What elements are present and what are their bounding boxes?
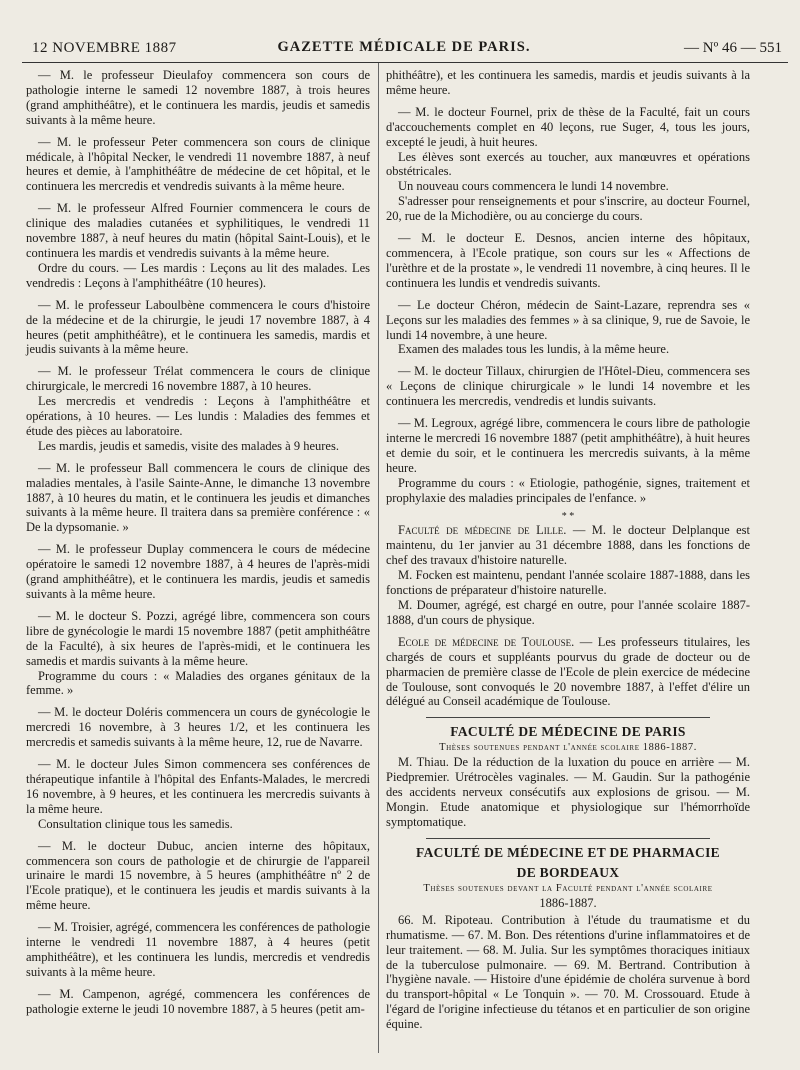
notice-fournel-2: Les élèves sont exercés au toucher, aux manœuvres et opérations obstétricales. <box>386 149 750 179</box>
section-rule <box>426 717 710 718</box>
toulouse-label: Ecole de médecine de Toulouse. <box>398 634 575 649</box>
section-rule <box>426 838 710 839</box>
bordeaux-section-title: FACULTÉ DE MÉDECINE ET DE PHARMACIE <box>416 844 720 860</box>
lille-label: Faculté de médecine de Lille. <box>398 523 567 538</box>
left-column <box>26 68 370 1024</box>
notice-duplay: — M. le professeur Duplay commencera le cours de médecine opératoire le samedi 12 novembre 1887, à 4 heures de l'après-midi (grand amphithéâtre), et le continuera les mardis, jeudis et samedis suivants à la même heure. <box>26 542 370 601</box>
notice-fournier-order: Ordre du cours. — Les mardis : Leçons au lit des malades. Les vendredis : Leçons à l'amphithéâtre (10 heures). <box>26 260 370 290</box>
notice-doleris: — M. le docteur Doléris commencera un cours de gynécologie le mercredi 16 novembre, à 3 heures 1/2, et les continuera les mercredis et samedis suivants à la même heure, 12, rue de Navarre. <box>26 705 370 750</box>
bordeaux-theses: 66. M. Ripoteau. Contribution à l'étude du traumatisme et du rhumatisme. — 67. M. Bon. Des rétentions d'urine inflammatoires et de leur traitement. — 68. M. Julia. Sur les symptômes thoraciques initiaux de la tuberculose pulmonaire. — 69. M. Bertrand. Contribution à l'hygiène navale. — Histoire d'une épidémie de choléra survenue à bord du transport-hôpital « Le Tonquin ». — 70. M. Crossouard. Etude à l'égard de l'origine infectieuse du tétanos et en particulier de son origine équine. <box>386 912 750 1032</box>
page-header <box>22 38 786 62</box>
notice-fournel: — M. le docteur Fournel, prix de thèse de la Faculté, fait un cours d'accouchements complet en 40 leçons, rue Suger, 4, tous les jours, excepté le jeudi, à huit heures. <box>386 104 750 149</box>
notice-trelat: — M. le professeur Trélat commencera le cours de clinique chirurgicale, le mercredi 16 novembre 1887, à 10 heures. <box>26 364 370 394</box>
paris-section-title: FACULTÉ DE MÉDECINE DE PARIS <box>450 724 686 740</box>
notice-fournier: — M. le professeur Alfred Fournier commencera le cours de clinique des maladies cutanées et syphilitiques, le vendredi 11 novembre 1887, à neuf heures du matin (hôpital Saint-Louis), et le continuera les mardis et vendredis suivants à la même heure. <box>26 201 370 260</box>
notice-legroux: — M. Legroux, agrégé libre, commencera le cours libre de pathologie interne le mercredi 16 novembre 1887 (petit amphithéâtre), à huit heures et demie du soir, et le continuera les mercredis suivants, à la même heure. <box>386 416 750 475</box>
notice-cheron: — Le docteur Chéron, médecin de Saint-Lazare, reprendra ses « Leçons sur les maladies des femmes » à sa clinique, 9, rue de Savoie, le lundi 14 novembre, à une heure. <box>386 297 750 342</box>
section-stars: * * <box>561 511 575 523</box>
lille-text: — M. le docteur Delplanque est maintenu, du 1er janvier au 31 décembre 1888, dans les fonctions de chef des travaux d'histoire naturelle. <box>386 523 751 568</box>
bordeaux-section-year: 1886-1887. <box>539 895 597 910</box>
notice-pozzi: — M. le docteur S. Pozzi, agrégé libre, commencera son cours libre de gynécologie le mardi 15 novembre 1887 (petit amphithéâtre de la Faculté), à six heures de l'après-midi, et le continuera les samedis et mardis suivants à la même heure. <box>26 608 370 668</box>
notice-simon: — M. le docteur Jules Simon commencera ses conférences de thérapeutique infantile à l'hôpital des Enfants-Malades, le mercredi 16 novembre, à 9 heures, et les continuera les mercredis suivants à la même heure. <box>26 757 370 816</box>
notice-laboulbene: — M. le professeur Laboulbène commencera le cours d'histoire de la médecine et de la chirurgie, le jeudi 17 novembre 1887, à 4 heures (petit amphithéâtre), et le continuera les samedis, mardis et jeudis suivants à la même heure. <box>26 297 370 357</box>
notice-tillaux: — M. le docteur Tillaux, chirurgien de l'Hôtel-Dieu, commencera ses « Leçons de clinique chirurgicale » le lundi 14 novembre et les continuera les mercredis, vendredis et lundis suivants. <box>386 364 750 409</box>
journal-title: GAZETTE MÉDICALE DE PARIS. <box>277 39 531 55</box>
column-separator <box>378 63 379 1053</box>
notice-fournel-4: S'adresser pour renseignements et pour s'inscrire, au docteur Fournel, 20, rue de la Michodière, ou au concierge du cours. <box>386 194 750 224</box>
issue-number: — Nº 46 — 551 <box>684 40 782 56</box>
toulouse-text: — Les professeurs titulaires, les chargés de cours et suppléants pourvus du grade de docteur ou de pharmacien de première classe de l'Ecole de plein exercice de médecine de Toulouse, sont convoqués le 20 novembre 1887, à l'effet d'élire un délégué au Conseil académique de Toulouse. <box>386 634 750 709</box>
notice-legroux-program: Programme du cours : « Etiologie, pathogénie, signes, traitement et prophylaxie des maladies principales de l'enfance. » <box>386 475 750 505</box>
notice-pozzi-program: Programme du cours : « Maladies des organes génitaux de la femme. » <box>26 668 370 698</box>
notice-lille-2: M. Focken est maintenu, pendant l'année scolaire 1887-1888, dans les fonctions de préparateur d'histoire naturelle. <box>386 568 750 598</box>
bordeaux-section-subtitle: Thèses soutenues devant la Faculté pendant l'année scolaire <box>423 882 713 894</box>
bordeaux-section-title-2: DE BORDEAUX <box>516 864 620 880</box>
issue-date: 12 NOVEMBRE 1887 <box>32 40 177 56</box>
notice-fournel-3: Un nouveau cours commencera le lundi 14 novembre. <box>398 179 669 194</box>
right-column <box>386 68 750 1039</box>
header-rule <box>22 62 788 63</box>
notice-toulouse <box>386 635 750 710</box>
paris-section-subtitle: Thèses soutenues pendant l'année scolaire 1886-1887. <box>439 742 697 754</box>
notice-peter: — M. le professeur Peter commencera son cours de clinique médicale, à l'hôpital Necker, le vendredi 11 novembre 1887, à neuf heures et demie, à l'amphithéâtre de médecine de cet hôpital, et le continuera les mercredis et vendredis suivants à la même heure. <box>26 134 370 194</box>
notice-campenon: — M. Campenon, agrégé, commencera les conférences de pathologie externe le jeudi 10 novembre 1887, à 5 heures (petit am- <box>26 986 370 1016</box>
notice-desnos: — M. le docteur E. Desnos, ancien interne des hôpitaux, commencera, à l'Ecole pratique, son cours sur les « Affections de l'urèthre et de la prostate », le vendredi 11 novembre, à cinq heures. Il le continuera les lundis et vendredis suivants. <box>386 231 750 290</box>
notice-trelat-visits: Les mardis, jeudis et samedis, visite des malades à 9 heures. <box>38 438 339 453</box>
notice-troisier: — M. Troisier, agrégé, commencera les conférences de pathologie interne le vendredi 11 novembre 1887, à 4 heures (petit amphithéâtre), et les continuera les lundis, mercredis et vendredis suivants à la même heure. <box>26 920 370 979</box>
paris-theses: M. Thiau. De la réduction de la luxation du pouce en arrière — M. Piedpremier. Urétrocèles vaginales. — M. Gaudin. Sur la pathogénie des accidents nerveux consécutifs aux explosions de grisou. — M. Mongin. Etude anatomique et physiologique sur l'hémorrhoïde symptomatique. <box>386 755 750 829</box>
notice-lille-3: M. Doumer, agrégé, est chargé en outre, pour l'année scolaire 1887-1888, d'un cours de physique. <box>386 598 750 627</box>
notice-campenon-cont: phithéâtre), et les continuera les samedis, mardis et jeudis suivants à la même heure. <box>386 68 750 97</box>
notice-dubuc: — M. le docteur Dubuc, ancien interne des hôpitaux, commencera son cours de pathologie et de chirurgie de l'appareil urinaire le mardi 15 novembre, à 5 heures (amphithéâtre nº 2 de l'Ecole pratique), et le continuera les jeudis et mardis suivants à la même heure. <box>26 838 370 913</box>
notice-ball: — M. le professeur Ball commencera le cours de clinique des maladies mentales, à l'asile Sainte-Anne, le dimanche 13 novembre 1887, à 10 heures du matin, et le continuera les jeudis et dimanches suivants à la même heure. Il traitera dans sa première conférence : « De la dypsomanie. » <box>26 460 370 535</box>
notice-simon-consult: Consultation clinique tous les samedis. <box>38 816 233 831</box>
notice-cheron-2: Examen des malades tous les lundis, à la même heure. <box>398 342 670 357</box>
notice-lille <box>386 523 750 568</box>
notice-trelat-schedule: Les mercredis et vendredis : Leçons à l'amphithéâtre et opérations, à 10 heures. — Les lundis : Maladies des femmes et étude des pièces au laboratoire. <box>26 394 370 438</box>
notice-dieulafoy: — M. le professeur Dieulafoy commencera son cours de pathologie interne le samedi 12 novembre 1887, à trois heures (grand amphithéâtre), et le continuera les mardis, jeudis et samedis suivants à la même heure. <box>26 68 370 127</box>
